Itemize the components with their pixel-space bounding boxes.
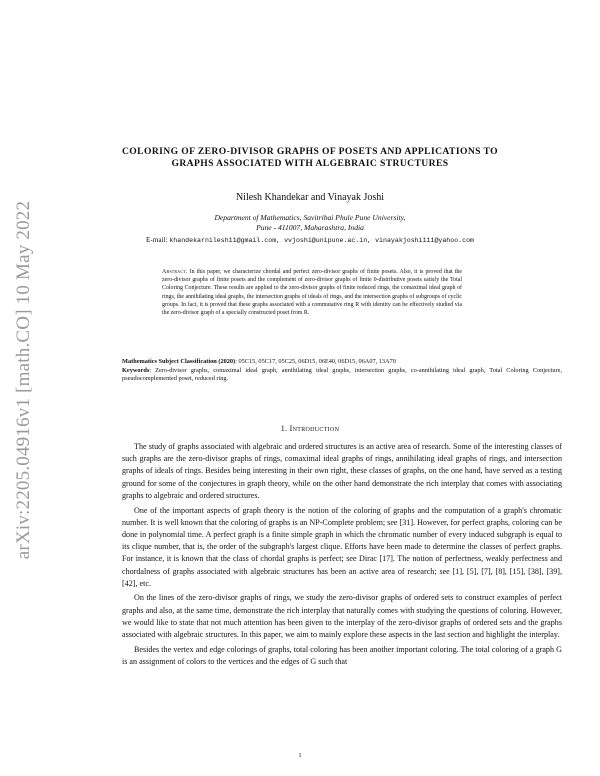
abstract (162, 268, 462, 317)
affiliation-line-1: Department of Mathematics, Savitribai Phule Pune University, (214, 213, 406, 222)
keywords-label: Keywords (122, 366, 150, 374)
section-heading: 1. Introduction (280, 424, 340, 433)
paper-title: COLORING OF ZERO-DIVISOR GRAPHS OF POSETS AND APPLICATIONS TO GRAPHS ASSOCIATED WITH ALGEBRAIC STRUCTURES (121, 146, 499, 169)
paragraph: Besides the vertex and edge colorings of graphs, total coloring has been another important coloring. The total coloring of a graph G is an assignment of colors to the vertices and the edges of G such that (122, 644, 562, 666)
author-emails (60, 236, 560, 244)
page-number: 1 (298, 752, 302, 759)
introduction-body (122, 441, 562, 671)
email-label: E-mail: (145, 236, 168, 244)
paper-authors: Nilesh Khandekar and Vinayak Joshi (235, 192, 385, 203)
abstract-text: In this paper, we characterize chordal and perfect zero-divisor graphs of finite posets. Also, it is proved that the zero-divisor graphs of finite posets and the complement of zero-divisor graphs of finite 0-distributive posets satisfy the Total Coloring Conjecture. These results are applied to the zero-divisor graphs of finite reduced rings, the comaximal ideal graph of rings, the annihilating ideal graphs, the intersection graphs of ideals of rings, and the intersection graphs of subgroups of cyclic groups. In fact, it is proved that these graphs associated with a commutative ring R with identity can be effectively studied via the zero-divisor graph of a specially constructed poset from R. (162, 269, 462, 317)
paragraph: On the lines of the zero-divisor graphs of rings, we study the zero-divisor graphs of ordered sets to construct examples of perfect graphs and also, at the same time, demonstrate the rich interplay that naturally comes with studying the questions of coloring. However, we would like to state that not much attention has been given to the interplay of the zero-divisor graphs of ordered sets and the graphs associated with algebraic structures. In this paper, we aim to mainly explore these aspects in the last section and highlight the interplay. (122, 593, 562, 640)
keywords-line (122, 367, 562, 384)
msc-codes: : 05C15, 05C17, 05C25, 06D15, 06E40, 06D15, 06A07, 13A70 (235, 358, 396, 365)
classification-block (122, 358, 562, 384)
paragraph: One of the important aspects of graph theory is the notion of the coloring of graphs and the computation of a graph's chromatic number. It is well known that the coloring of graphs is an NP-Complete problem; see [31]. However, for perfect graphs, coloring can be done in polynomial time. A perfect graph is a finite simple graph in which the chromatic number of every induced subgraph is equal to its clique number, that is, the order of the subgraph's largest clique. Efforts have been made to determine the classes of perfect graphs. For instance, it is known that the class of chordal graphs is perfect; see Dirac [17]. The notion of perfectness, weakly perfectness and chordalness of graphs associated with algebraic structures has been an active area of research; see [1], [5], [7], [8], [15], [38], [39], [42], etc. (122, 505, 562, 588)
affiliation-line-2: Pune - 411007, Maharashtra, India (256, 223, 364, 232)
author-affiliation (110, 213, 510, 233)
abstract-label: Abstract. (162, 269, 188, 275)
msc-label: Mathematics Subject Classification (2020) (122, 358, 236, 365)
msc-line (122, 358, 562, 367)
paragraph: The study of graphs associated with algebraic and ordered structures is an active area of research. Some of the interesting classes of such graphs are the zero-divisor graphs of rings, comaximal ideal graphs of rings, annihilating ideal graphs of rings, and intersection graphs of ideals of rings. Besides being interesting in their own right, these classes of graphs, on the one hand, have served as a testing ground for some of the conjectures in graph theory, while on the other hand demonstrate the rich interplay that comes with associating graphs to algebraic and ordered structures. (122, 442, 562, 500)
arxiv-identifier-text: arXiv:2205.04916v1 [math.CO] 10 May 2022 (13, 200, 34, 560)
keywords-text: : Zero-divisor graphs, comaximal ideal graph, annihilating ideal graphs, intersection graphs, co-annihilating ideal graph, Total Coloring Conjecture, pseudocomplemented poset, reduced ring. (122, 366, 562, 382)
email-addresses: khandekarnilesh11@gmail.com, vvjoshi@unipune.ac.in, vinayakjoshi111@yahoo.com (169, 237, 475, 244)
arxiv-identifier-stamp (14, 160, 34, 600)
